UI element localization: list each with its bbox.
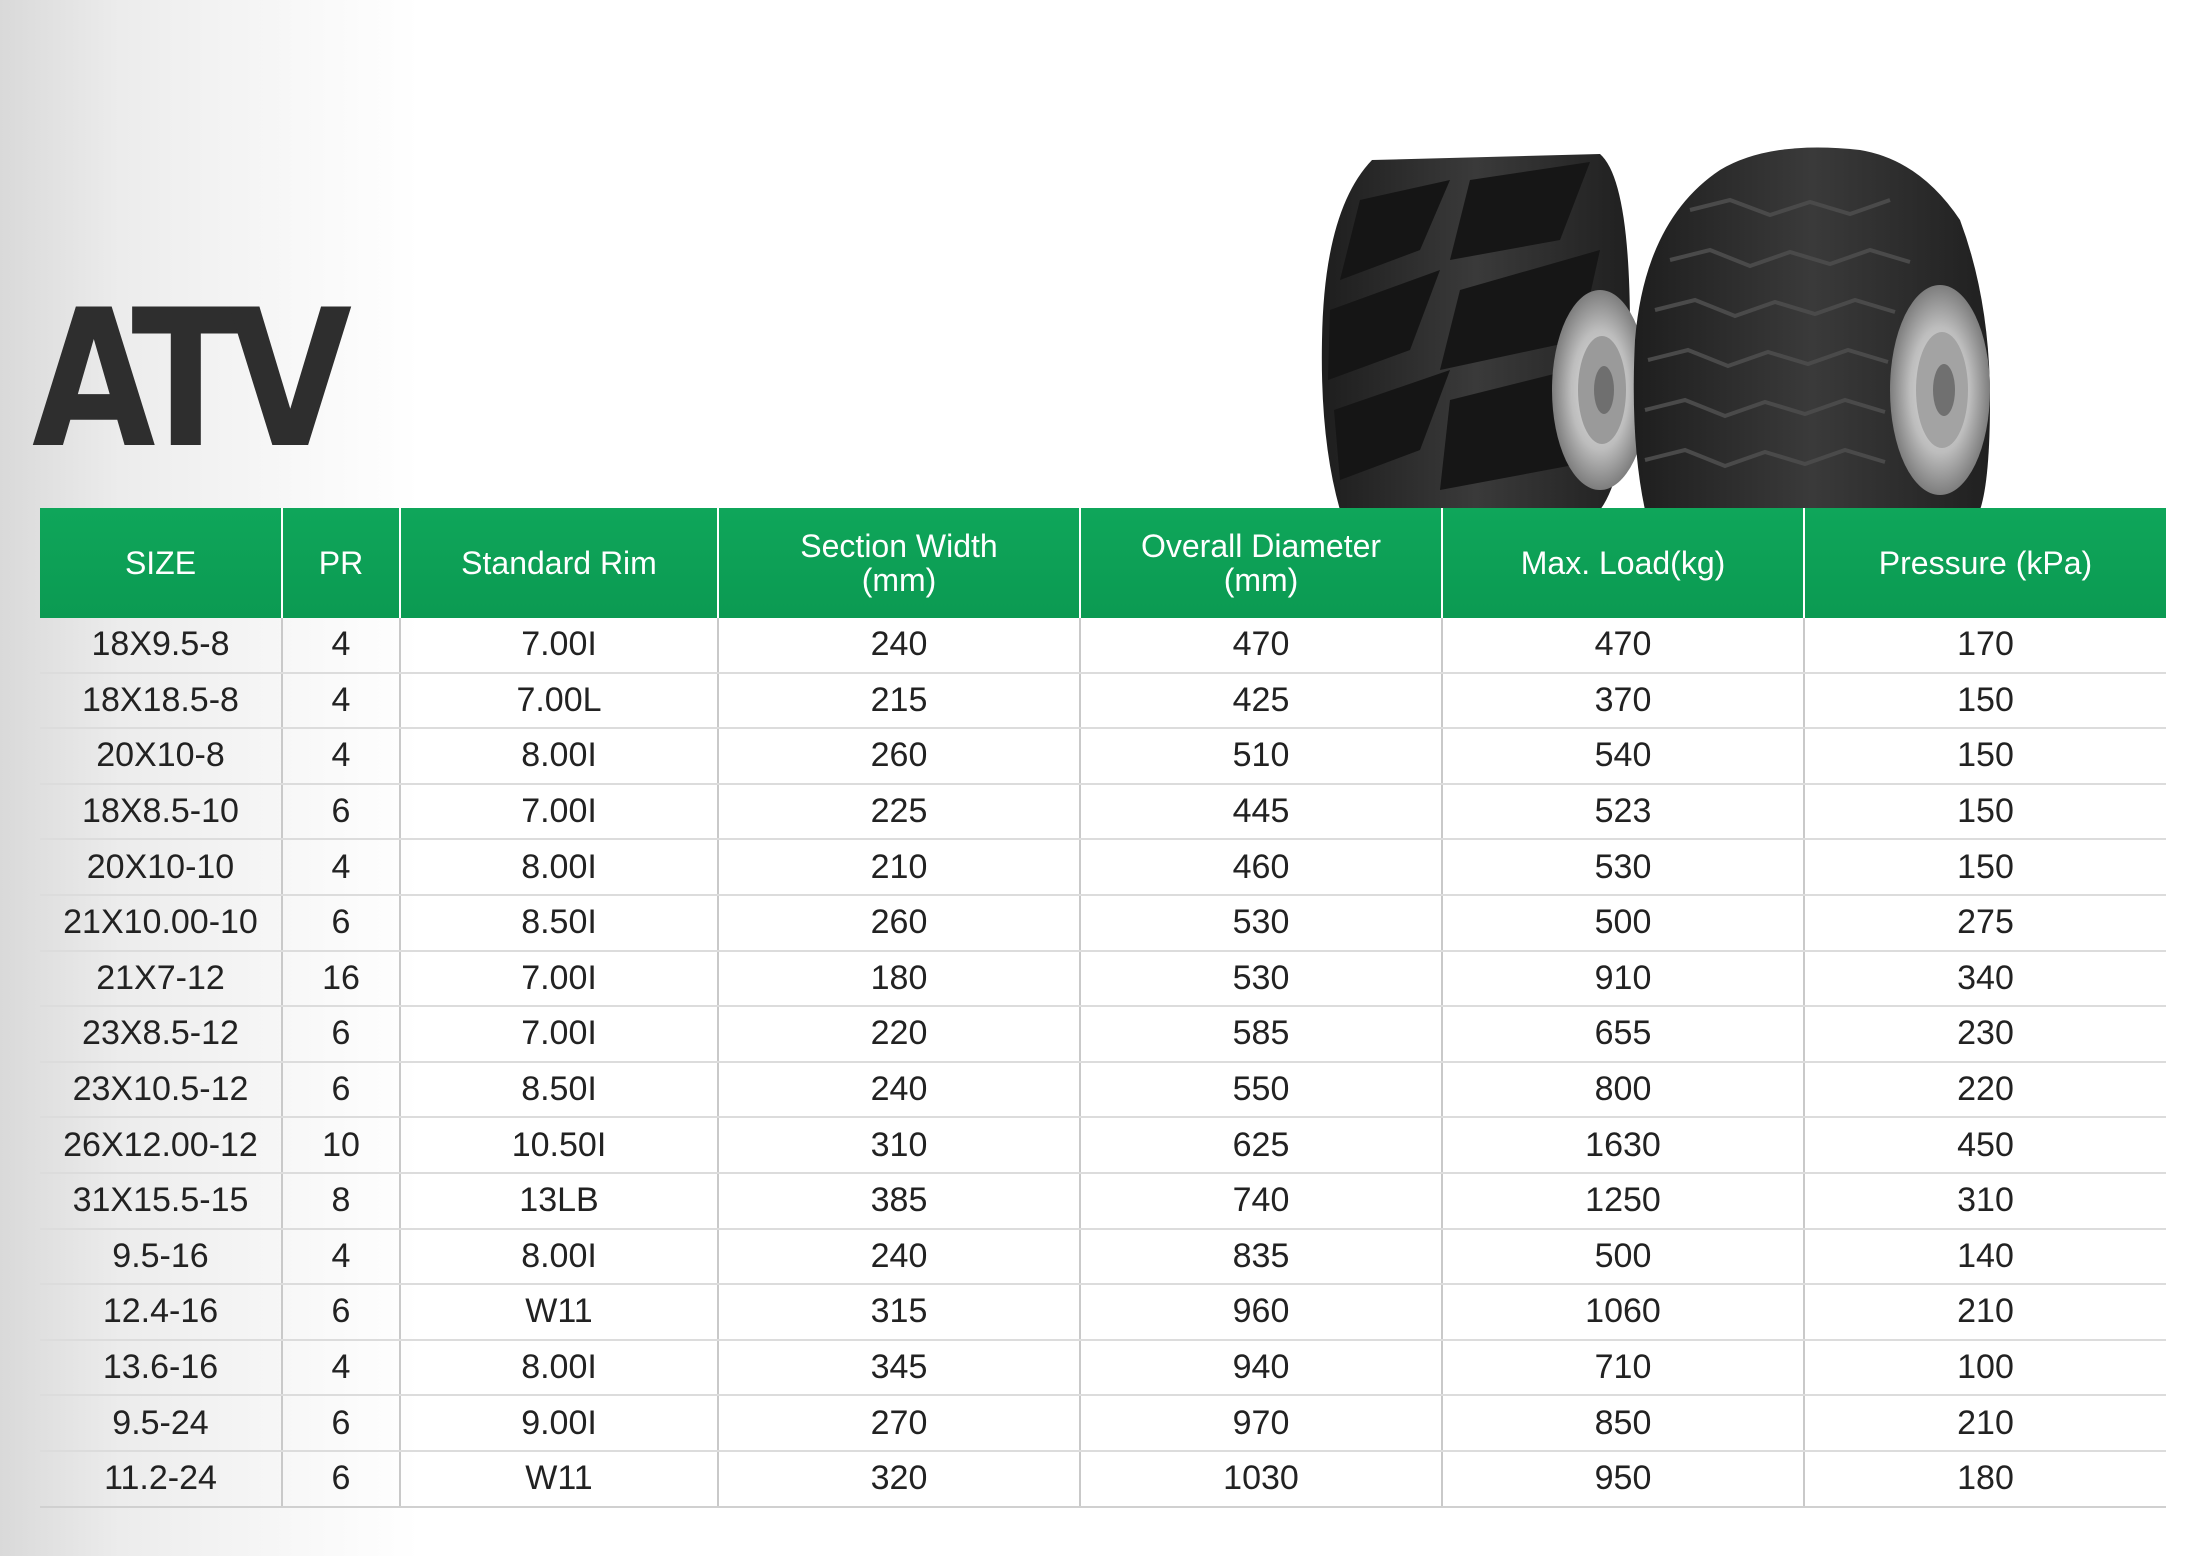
cell-standard-rim: 7.00I [400,951,718,1007]
cell-max-load: 1250 [1442,1173,1804,1229]
cell-max-load: 950 [1442,1451,1804,1507]
cell-section-width: 215 [718,673,1080,729]
cell-pressure: 150 [1804,728,2166,784]
cell-max-load: 370 [1442,673,1804,729]
cell-overall-diameter: 1030 [1080,1451,1442,1507]
table-row [40,673,2166,729]
table-row [40,1340,2166,1396]
cell-pr: 4 [282,1229,400,1285]
cell-section-width: 220 [718,1006,1080,1062]
header-section-width [718,508,1080,618]
cell-max-load: 470 [1442,618,1804,673]
cell-max-load: 710 [1442,1340,1804,1396]
cell-pressure: 150 [1804,784,2166,840]
cell-standard-rim: 7.00L [400,673,718,729]
cell-size: 21X10.00-10 [40,895,282,951]
cell-pr: 4 [282,618,400,673]
cell-overall-diameter: 835 [1080,1229,1442,1285]
cell-pr: 8 [282,1173,400,1229]
cell-pr: 4 [282,1340,400,1396]
cell-pr: 6 [282,895,400,951]
cell-pr: 6 [282,1395,400,1451]
cell-pressure: 450 [1804,1117,2166,1173]
cell-overall-diameter: 740 [1080,1173,1442,1229]
cell-size: 11.2-24 [40,1451,282,1507]
cell-overall-diameter: 550 [1080,1062,1442,1118]
table-body [40,618,2166,1507]
tire-spec-table [40,508,2166,1508]
cell-size: 9.5-24 [40,1395,282,1451]
cell-section-width: 260 [718,728,1080,784]
cell-standard-rim: 13LB [400,1173,718,1229]
cell-max-load: 1060 [1442,1284,1804,1340]
cell-max-load: 540 [1442,728,1804,784]
cell-standard-rim: 8.50I [400,895,718,951]
cell-pressure: 100 [1804,1340,2166,1396]
cell-size: 13.6-16 [40,1340,282,1396]
cell-pr: 6 [282,1006,400,1062]
cell-pr: 6 [282,1062,400,1118]
cell-max-load: 500 [1442,895,1804,951]
cell-section-width: 210 [718,839,1080,895]
cell-overall-diameter: 530 [1080,895,1442,951]
cell-standard-rim: 8.00I [400,839,718,895]
cell-size: 23X8.5-12 [40,1006,282,1062]
table-row [40,1451,2166,1507]
cell-pr: 6 [282,1451,400,1507]
cell-size: 18X9.5-8 [40,618,282,673]
cell-standard-rim: 8.00I [400,1340,718,1396]
header-overall-diameter-label: Overall Diameter [1140,528,1382,564]
cell-standard-rim: 8.50I [400,1062,718,1118]
table-row [40,1173,2166,1229]
page-title: ATV [32,269,341,490]
cell-pressure: 230 [1804,1006,2166,1062]
cell-standard-rim: W11 [400,1451,718,1507]
cell-standard-rim: 7.00I [400,1006,718,1062]
cell-pr: 10 [282,1117,400,1173]
cell-pressure: 140 [1804,1229,2166,1285]
cell-section-width: 240 [718,1229,1080,1285]
cell-standard-rim: W11 [400,1284,718,1340]
cell-max-load: 523 [1442,784,1804,840]
cell-pressure: 310 [1804,1173,2166,1229]
table-row [40,1284,2166,1340]
table-row [40,895,2166,951]
cell-overall-diameter: 460 [1080,839,1442,895]
cell-pr: 4 [282,673,400,729]
cell-section-width: 315 [718,1284,1080,1340]
cell-size: 23X10.5-12 [40,1062,282,1118]
cell-standard-rim: 7.00I [400,618,718,673]
cell-size: 31X15.5-15 [40,1173,282,1229]
cell-section-width: 240 [718,1062,1080,1118]
cell-pressure: 150 [1804,839,2166,895]
tire-image [1300,140,2100,510]
table-header-row [40,508,2166,618]
cell-size: 26X12.00-12 [40,1117,282,1173]
table-row [40,784,2166,840]
cell-section-width: 310 [718,1117,1080,1173]
table-row [40,1062,2166,1118]
turf-tire-icon [1634,148,1990,511]
cell-pressure: 180 [1804,1451,2166,1507]
cell-overall-diameter: 510 [1080,728,1442,784]
cell-standard-rim: 8.00I [400,728,718,784]
cell-section-width: 240 [718,618,1080,673]
cell-section-width: 385 [718,1173,1080,1229]
cell-pressure: 210 [1804,1284,2166,1340]
cell-max-load: 1630 [1442,1117,1804,1173]
cell-overall-diameter: 970 [1080,1395,1442,1451]
header-section-width-unit: (mm) [861,562,937,598]
header-pr: PR [282,508,400,618]
cell-size: 21X7-12 [40,951,282,1007]
cell-size: 20X10-8 [40,728,282,784]
cell-overall-diameter: 445 [1080,784,1442,840]
cell-pressure: 150 [1804,673,2166,729]
table-row [40,951,2166,1007]
cell-max-load: 910 [1442,951,1804,1007]
cell-pr: 16 [282,951,400,1007]
table-row [40,1395,2166,1451]
cell-overall-diameter: 625 [1080,1117,1442,1173]
header-overall-diameter-unit: (mm) [1223,562,1299,598]
knobby-tire-icon [1322,154,1648,510]
cell-max-load: 530 [1442,839,1804,895]
cell-overall-diameter: 940 [1080,1340,1442,1396]
cell-overall-diameter: 470 [1080,618,1442,673]
cell-section-width: 270 [718,1395,1080,1451]
table-row [40,618,2166,673]
cell-overall-diameter: 530 [1080,951,1442,1007]
cell-pressure: 210 [1804,1395,2166,1451]
header-standard-rim: Standard Rim [400,508,718,618]
cell-pressure: 220 [1804,1062,2166,1118]
cell-section-width: 225 [718,784,1080,840]
header-overall-diameter [1080,508,1442,618]
header-pressure: Pressure (kPa) [1804,508,2166,618]
cell-pressure: 170 [1804,618,2166,673]
cell-section-width: 345 [718,1340,1080,1396]
table-row [40,1006,2166,1062]
cell-standard-rim: 9.00I [400,1395,718,1451]
cell-size: 20X10-10 [40,839,282,895]
cell-pr: 4 [282,728,400,784]
cell-standard-rim: 10.50I [400,1117,718,1173]
table-row [40,728,2166,784]
cell-size: 12.4-16 [40,1284,282,1340]
cell-section-width: 320 [718,1451,1080,1507]
cell-max-load: 655 [1442,1006,1804,1062]
cell-max-load: 500 [1442,1229,1804,1285]
cell-pressure: 340 [1804,951,2166,1007]
cell-size: 18X18.5-8 [40,673,282,729]
cell-max-load: 850 [1442,1395,1804,1451]
cell-size: 18X8.5-10 [40,784,282,840]
table-row [40,1229,2166,1285]
cell-standard-rim: 8.00I [400,1229,718,1285]
cell-section-width: 260 [718,895,1080,951]
header-section-width-label: Section Width [800,528,998,564]
cell-pr: 6 [282,1284,400,1340]
cell-pr: 4 [282,839,400,895]
cell-standard-rim: 7.00I [400,784,718,840]
cell-pressure: 275 [1804,895,2166,951]
cell-overall-diameter: 960 [1080,1284,1442,1340]
cell-max-load: 800 [1442,1062,1804,1118]
header-size: SIZE [40,508,282,618]
table-row [40,1117,2166,1173]
header-max-load: Max. Load(kg) [1442,508,1804,618]
cell-overall-diameter: 585 [1080,1006,1442,1062]
cell-overall-diameter: 425 [1080,673,1442,729]
cell-size: 9.5-16 [40,1229,282,1285]
cell-pr: 6 [282,784,400,840]
cell-section-width: 180 [718,951,1080,1007]
table-row [40,839,2166,895]
